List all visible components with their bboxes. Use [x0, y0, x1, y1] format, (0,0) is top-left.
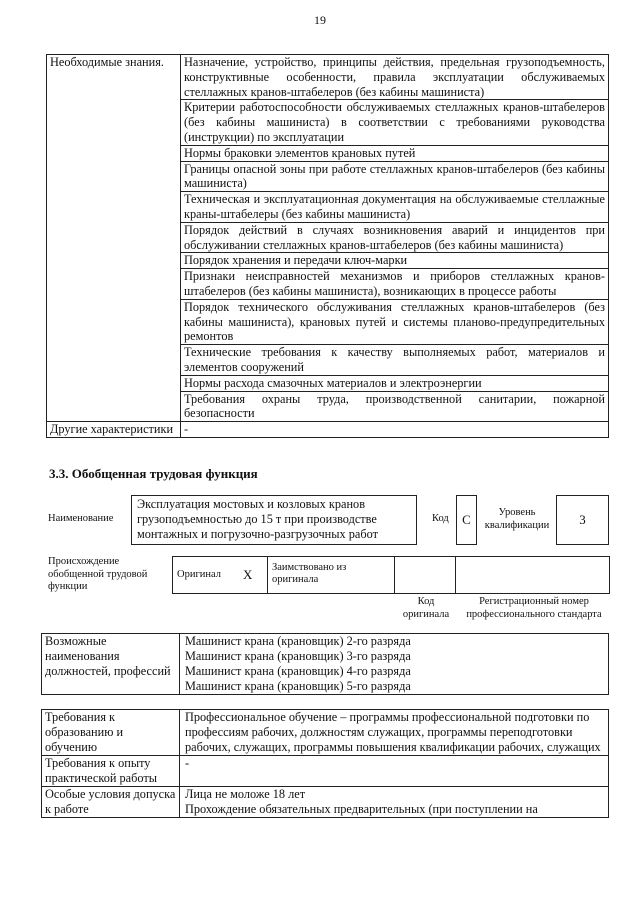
- function-name-box: Эксплуатация мостовых и козловых кранов грузоподъемностью до 15 т при производстве монтажных и погрузочно-разгрузочных работ: [131, 495, 417, 545]
- requirements-table: [41, 709, 609, 818]
- admission-value-2: Прохождение обязательных предварительных (при поступлении на: [185, 802, 538, 816]
- knowledge-label: Необходимые знания.: [47, 55, 181, 422]
- level-value-box: 3: [556, 495, 609, 545]
- code-original-label: Код оригинала: [402, 596, 450, 620]
- knowledge-item: Критерии работоспособности обслуживаемых стеллажных кранов-штабелеров (без кабины машиниста) в соответствии с требованиями руководства (инструкции) по эксплуатации: [181, 100, 609, 145]
- admission-label: Особые условия допуска к работе: [42, 787, 180, 818]
- positions-label: Возможные наименования должностей, профессий: [42, 634, 180, 695]
- knowledge-item: Требования охраны труда, производственной санитарии, пожарной безопасности: [181, 391, 609, 422]
- knowledge-item: Нормы расхода смазочных материалов и электроэнергии: [181, 375, 609, 391]
- position-item: Машинист крана (крановщик) 3-го разряда: [185, 649, 411, 663]
- other-characteristics-value: -: [181, 422, 609, 438]
- page-number: 19: [314, 13, 326, 27]
- name-label: Наименование: [48, 513, 114, 524]
- experience-value: -: [180, 756, 609, 787]
- knowledge-item: Границы опасной зоны при работе стеллажных кранов-штабелеров (без кабины машиниста): [181, 161, 609, 192]
- positions-table: [41, 633, 609, 695]
- level-label: Уровень квалификации: [484, 507, 550, 531]
- origin-label: Происхождение обобщенной трудовой функции: [48, 556, 148, 592]
- code-original-cell: [395, 557, 456, 594]
- education-value: Профессиональное обучение – программы профессиональной подготовки по профессиям рабочих, должностям служащих, программы переподготовки рабочих, служащих, программы повышения квалификации рабочих, служащих: [180, 710, 609, 756]
- knowledge-item: Назначение, устройство, принципы действия, предельная грузоподъемность, конструктивные особенности, правила эксплуатации обслуживаемых стеллажных кранов-штабелеров (без кабины машиниста): [181, 55, 609, 100]
- knowledge-item: Признаки неисправностей механизмов и приборов стеллажных кранов-штабелеров (без кабины машиниста), возникающих в процессе работы: [181, 269, 609, 300]
- other-characteristics-label: Другие характеристики: [47, 422, 181, 438]
- admission-value: Лица не моложе 18 лет: [185, 787, 306, 801]
- knowledge-item: Порядок действий в случаях возникновения аварий и инцидентов при обслуживании стеллажных кранов-штабелеров (без кабины машиниста): [181, 222, 609, 253]
- position-item: Машинист крана (крановщик) 2-го разряда: [185, 634, 411, 648]
- knowledge-item: Порядок технического обслуживания стеллажных кранов-штабелеров (без кабины машиниста), крановых путей и системы планово-предупредительных ремонтов: [181, 299, 609, 344]
- knowledge-item: Нормы браковки элементов крановых путей: [181, 145, 609, 161]
- original-label: Оригинал: [173, 557, 240, 594]
- reg-number-label: Регистрационный номер профессионального стандарта: [466, 596, 602, 620]
- knowledge-table: [46, 54, 609, 438]
- education-label: Требования к образованию и обучению: [42, 710, 180, 756]
- section-title: 3.3. Обобщенная трудовая функция: [49, 466, 258, 481]
- original-mark: X: [239, 557, 268, 594]
- experience-label: Требования к опыту практической работы: [42, 756, 180, 787]
- origin-table: [172, 556, 610, 594]
- borrowed-label: Заимствовано из оригинала: [268, 557, 395, 594]
- code-value-box: С: [456, 495, 477, 545]
- knowledge-item: Технические требования к качеству выполняемых работ, материалов и элементов сооружений: [181, 345, 609, 376]
- position-item: Машинист крана (крановщик) 4-го разряда: [185, 664, 411, 678]
- reg-number-cell: [456, 557, 610, 594]
- position-item: Машинист крана (крановщик) 5-го разряда: [185, 679, 411, 693]
- knowledge-item: Техническая и эксплуатационная документация на обслуживаемые стеллажные краны-штабелеры (без кабины машиниста): [181, 192, 609, 223]
- knowledge-item: Порядок хранения и передачи ключ-марки: [181, 253, 609, 269]
- code-label: Код: [432, 513, 449, 524]
